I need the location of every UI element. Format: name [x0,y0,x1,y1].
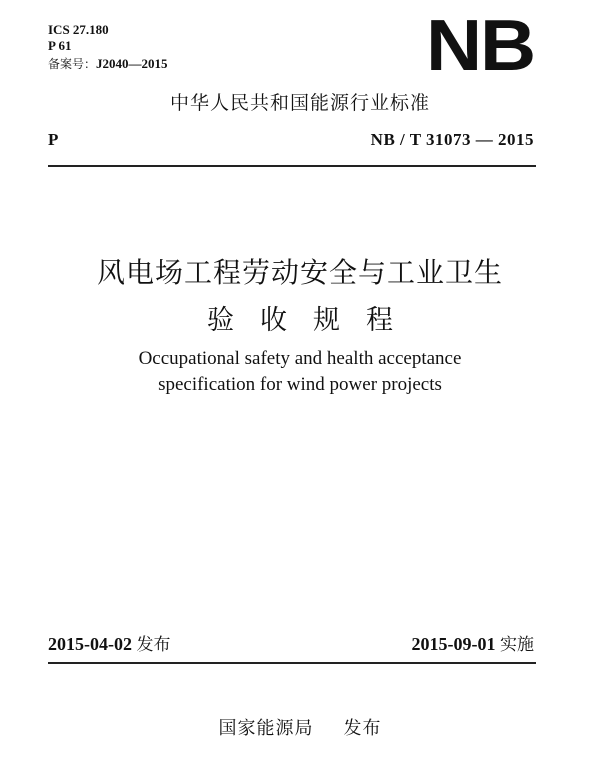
issue-date-label: 发布 [136,635,171,655]
implementation-date-value: 2015-09-01 [411,634,496,654]
top-divider [48,165,536,167]
implementation-date [412,630,535,655]
filing-value: J2040—2015 [96,56,168,71]
filing-number [48,56,168,72]
nb-logo: NB [426,6,534,86]
title-english-line1: Occupational safety and health acceptance [138,348,462,369]
classification-letter: P [48,130,59,149]
publisher-name: 国家能源局 [218,718,314,739]
title-english [0,346,600,398]
title-chinese-line1: 风电场工程劳动安全与工业卫生 [96,256,503,289]
class-code: P 61 [48,38,72,53]
ics-code: ICS 27.180 [48,22,109,37]
implementation-date-label: 实施 [500,635,534,655]
title-chinese-line2: 验收规程 [207,305,419,336]
standard-number: NB / T 31073 — 2015 [370,130,534,149]
filing-label: 备案号： [48,57,97,71]
industry-standard-title: 中华人民共和国能源行业标准 [169,92,430,114]
issue-date-value: 2015-04-02 [48,634,132,654]
bottom-divider [48,662,536,664]
publisher-action: 发布 [343,718,382,739]
publisher [0,714,600,740]
title-english-line2: specification for wind power projects [158,374,442,395]
issue-date [48,630,171,655]
